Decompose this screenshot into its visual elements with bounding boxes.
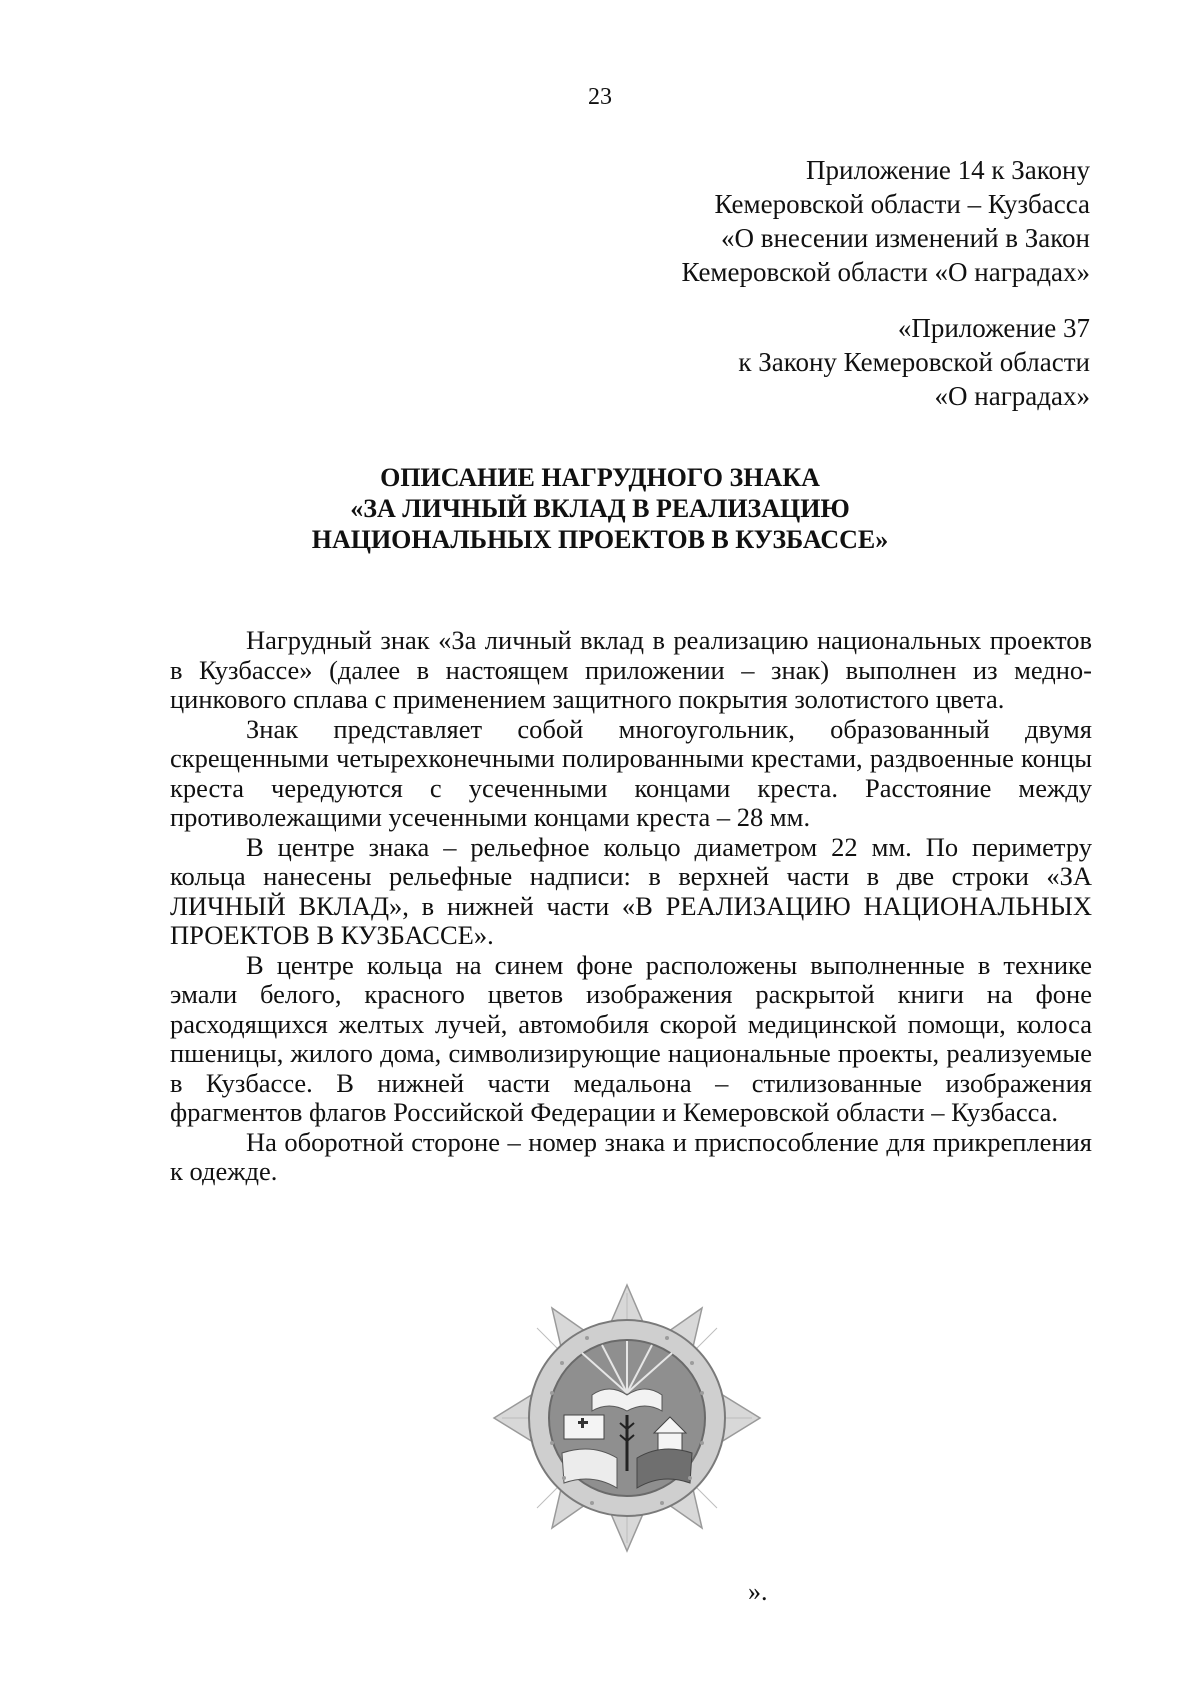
document-title <box>0 462 1200 555</box>
appendix-header <box>681 153 1090 289</box>
body-paragraph: В центре знака – рельефное кольцо диаметром 22 мм. По периметру кольца нанесены рельефные надписи: в верхней части в две строки «ЗА ЛИЧНЫЙ ВКЛАД», в нижней части «В РЕАЛИЗАЦИЮ НАЦИОНАЛЬНЫХ ПРОЕКТОВ В КУЗБАССЕ». <box>170 831 1092 950</box>
appendix-sub-line: «О наградах» <box>934 381 1090 411</box>
appendix-header-line: «О внесении изменений в Закон <box>720 223 1090 253</box>
page-number: 23 <box>588 84 612 110</box>
body-paragraph: Знак представляет собой многоугольник, образованный двумя скрещенными четырехконечными полированными крестами, раздвоенные концы креста чередуются с усеченными концами креста. Расстояние между противолежащими усеченными концами креста – 28 мм. <box>170 713 1092 832</box>
body-paragraph: На оборотной стороне – номер знака и приспособление для прикрепления к одежде. <box>170 1126 1092 1186</box>
document-body <box>170 626 1092 1187</box>
closing-quote-mark: ». <box>748 1577 768 1606</box>
appendix-header-line: Кемеровской области «О наградах» <box>681 257 1090 287</box>
appendix-header-line: Кемеровской области – Кузбасса <box>714 189 1090 219</box>
title-line: ОПИСАНИЕ НАГРУДНОГО ЗНАКА <box>380 463 820 492</box>
appendix-sub-line: к Закону Кемеровской области <box>738 347 1090 377</box>
body-paragraph: В центре кольца на синем фоне расположены выполненные в технике эмали белого, красного цветов изображения раскрытой книги на фоне расходящихся желтых лучей, автомобиля скорой медицинской помощи, колоса пшеницы, жилого дома, символизирующие национальные проекты, реализуемые в Кузбассе. В нижней части медальона – стилизованные изображения фрагментов флагов Российской Федерации и Кемеровской области – Кузбасса. <box>170 949 1092 1127</box>
body-paragraph: Нагрудный знак «За личный вклад в реализацию национальных проектов в Кузбассе» (далее в настоящем приложении – знак) выполнен из медно-цинкового сплава с применением защитного покрытия золотистого цвета. <box>170 625 1092 714</box>
title-line: «ЗА ЛИЧНЫЙ ВКЛАД В РЕАЛИЗАЦИЮ <box>350 494 850 523</box>
title-line: НАЦИОНАЛЬНЫХ ПРОЕКТОВ В КУЗБАССЕ» <box>311 525 889 554</box>
appendix-sub-header <box>738 311 1090 413</box>
badge-emblem-icon <box>492 1283 762 1553</box>
appendix-header-line: Приложение 14 к Закону <box>806 155 1090 185</box>
appendix-sub-line: «Приложение 37 <box>897 313 1090 343</box>
